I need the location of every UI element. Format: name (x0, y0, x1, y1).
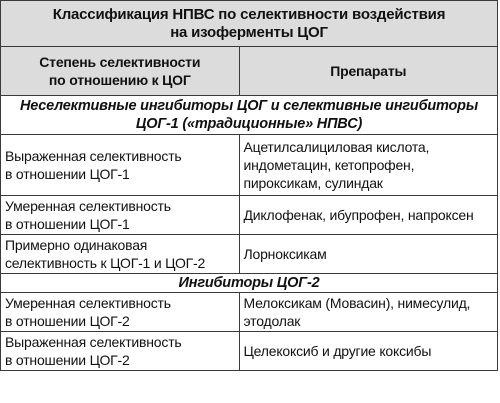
cell-line: Выраженная селективность (5, 334, 182, 350)
column-header-selectivity (1, 47, 240, 96)
cell-line: индометацин, кетопрофен, (243, 157, 415, 173)
drugs-cell: Диклофенак, ибупрофен, напроксен (239, 196, 497, 235)
cell-line: Мелоксикам (Мовасин), нимесулид, (243, 295, 471, 311)
column-header-row (1, 47, 498, 96)
cell-line: в отношении ЦОГ-2 (5, 313, 130, 329)
table-title-row (1, 1, 498, 47)
section-heading-line: Неселективные ингибиторы ЦОГ и селективные ингибиторы (19, 98, 479, 114)
selectivity-cell (1, 135, 240, 196)
selectivity-cell (1, 332, 240, 371)
selectivity-cell (1, 293, 240, 332)
section-row-nonselective (1, 96, 498, 135)
section-heading (1, 96, 498, 135)
table-title-line: Классификация НПВС по селективности воздействия (52, 6, 446, 23)
section-row-cox2 (1, 274, 498, 293)
cell-line: Умеренная селективность (5, 198, 171, 214)
selectivity-cell (1, 196, 240, 235)
column-header-drugs: Препараты (239, 47, 497, 96)
cell-line: пироксикам, сулиндак (243, 175, 383, 191)
selectivity-cell (1, 235, 240, 274)
cell-line: Примерно одинаковая (5, 237, 148, 253)
table-title-line: на изоферменты ЦОГ (170, 24, 328, 41)
cell-line: этодолак (243, 313, 301, 329)
table-row (1, 332, 498, 371)
cell-line: селективность к ЦОГ-1 и ЦОГ-2 (5, 255, 206, 271)
table-row (1, 135, 498, 196)
section-heading-line: ЦОГ-1 («традиционные» НПВС) (135, 116, 363, 132)
column-header-line: Степень селективности (39, 54, 201, 70)
cell-line: Выраженная селективность (5, 148, 182, 164)
section-heading: Ингибиторы ЦОГ-2 (1, 274, 498, 293)
cell-line: в отношении ЦОГ-1 (5, 166, 130, 182)
cell-line: Умеренная селективность (5, 295, 171, 311)
table-title (1, 1, 498, 47)
drugs-cell (239, 293, 497, 332)
column-header-line: по отношению к ЦОГ (48, 72, 191, 88)
drugs-cell (239, 135, 497, 196)
table-row (1, 293, 498, 332)
drugs-cell: Целекоксиб и другие коксибы (239, 332, 497, 371)
table-row (1, 235, 498, 274)
drugs-cell: Лорноксикам (239, 235, 497, 274)
cell-line: в отношении ЦОГ-1 (5, 216, 130, 232)
cell-line: Ацетилсалициловая кислота, (243, 139, 430, 155)
table-row (1, 196, 498, 235)
cell-line: в отношении ЦОГ-2 (5, 352, 130, 368)
